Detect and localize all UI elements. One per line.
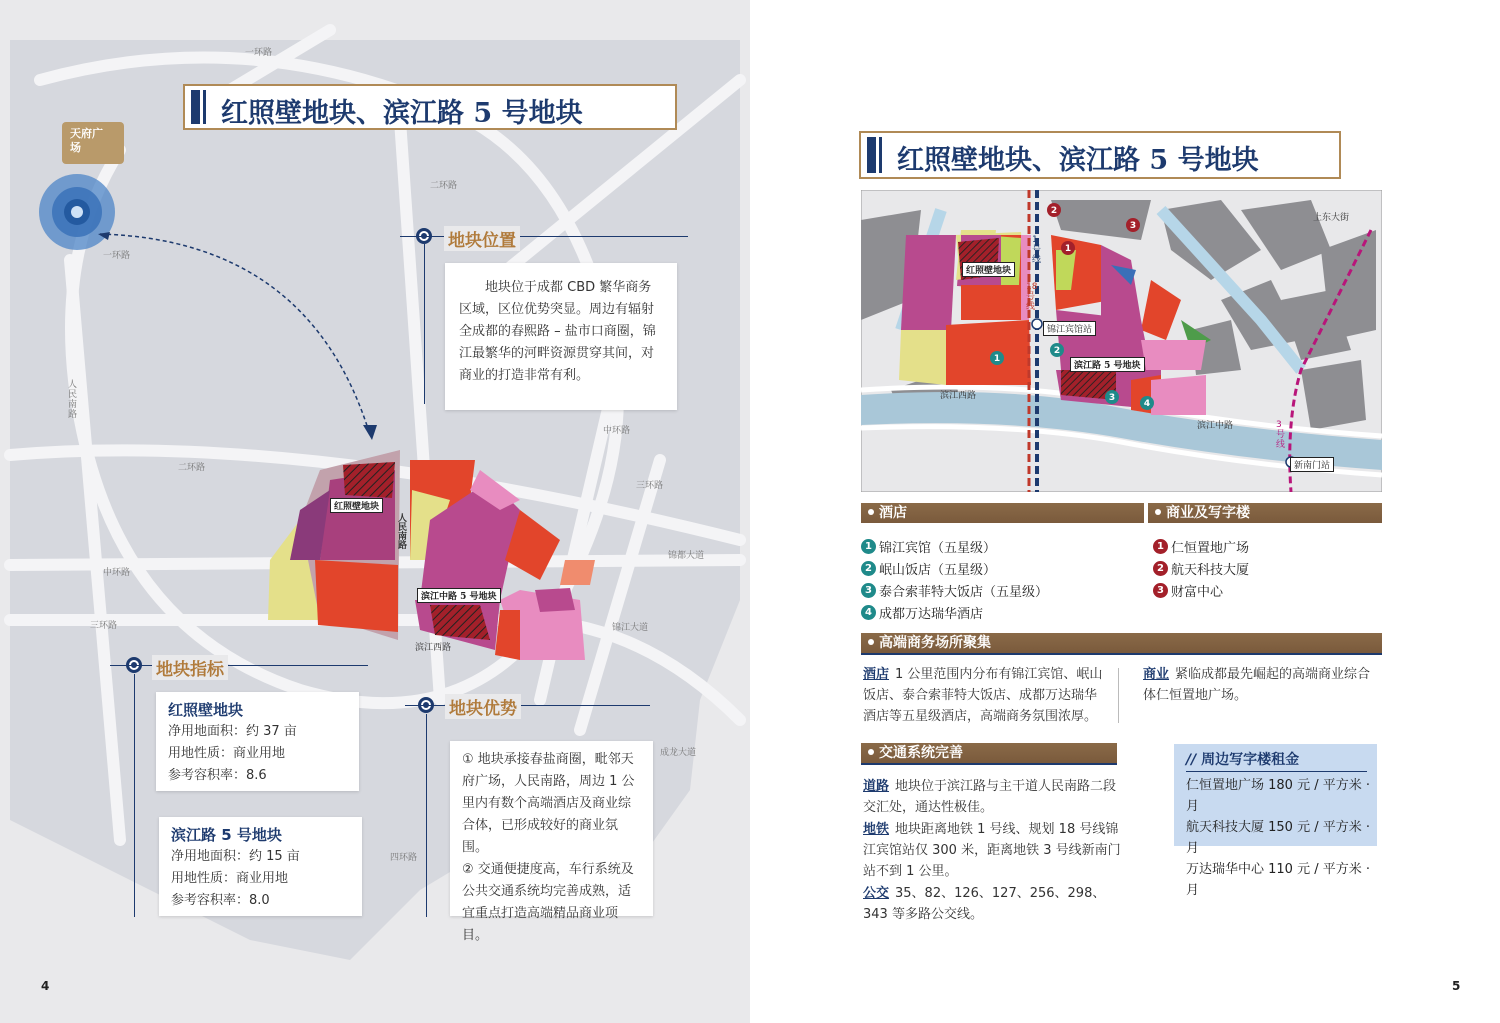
- plot-card-binjiang: [159, 817, 362, 916]
- road-label: 上东大街: [1313, 213, 1350, 223]
- svg-text:2: 2: [1053, 346, 1061, 356]
- hotel-name: 泰合索菲特大饭店（五星级）: [879, 585, 1049, 600]
- hotel-number-badge: 3: [861, 583, 876, 598]
- paragraph-text: 35、82、126、127、256、298、343 等多路公交线。: [863, 886, 1106, 922]
- hotels-heading: 酒店: [879, 505, 907, 521]
- commercial-item: [1153, 581, 1223, 600]
- road-label: 一环路: [103, 251, 131, 261]
- section-line: [424, 244, 425, 404]
- section-line: [405, 705, 650, 706]
- svg-text:3: 3: [1108, 393, 1116, 403]
- hotel-name: 岷山饭店（五星级）: [879, 563, 997, 578]
- keyword: 公交: [863, 886, 890, 901]
- jinjiang-station-label: 锦江宾馆站: [1043, 321, 1096, 336]
- metro-line-label: 3号线: [1276, 420, 1286, 450]
- svg-text:1: 1: [1064, 244, 1072, 254]
- commercial-name: 航天科技大厦: [1171, 563, 1250, 578]
- road-label: 二环路: [178, 463, 206, 473]
- commercial-item: [1153, 537, 1249, 556]
- page-number: 5: [1452, 979, 1461, 993]
- hotels-header: [861, 503, 1144, 523]
- plot-use: 用地性质：商业用地: [171, 871, 289, 886]
- hotel-item: [861, 559, 996, 578]
- commercial-item: [1153, 559, 1249, 578]
- keyword: 地铁: [863, 822, 890, 837]
- road-label: 二环路: [430, 181, 458, 191]
- paragraph-text: 1 公里范围内分布有锦江宾馆、岷山饭店、泰合索菲特大饭店、成都万达瑞华酒店等五星级酒店，高端商务氛围浓厚。: [863, 667, 1103, 724]
- title-bar-decoration: [879, 137, 882, 173]
- keyword: 道路: [863, 779, 890, 794]
- plot-use: 用地性质：商业用地: [168, 746, 286, 761]
- svg-text:4: 4: [1143, 399, 1151, 409]
- traffic-bus-paragraph: [863, 883, 1121, 925]
- road-label: 人民南路: [68, 380, 78, 420]
- location-card: [445, 263, 677, 410]
- rent-row: 万达瑞华中心 110 元 / 平方米 · 月: [1186, 862, 1370, 898]
- bullet-icon: [1155, 509, 1161, 515]
- road-label: 中环路: [603, 426, 631, 436]
- hotel-item: [861, 603, 983, 622]
- section-line: [110, 665, 368, 666]
- svg-text:1: 1: [993, 354, 1001, 364]
- business-hotel-paragraph: [863, 664, 1103, 727]
- business-commerce-paragraph: [1143, 664, 1383, 706]
- commercial-name: 财富中心: [1171, 585, 1224, 600]
- advantage-item: ② 交通便捷度高，车行系统及公共交通系统均完善成熟，适宜重点打造高端精品商业项目。: [462, 862, 634, 943]
- traffic-road-paragraph: [863, 776, 1121, 818]
- plot-area: 净用地面积：约 37 亩: [168, 724, 297, 739]
- traffic-metro-paragraph: [863, 819, 1121, 882]
- keyword: 酒店: [863, 667, 890, 682]
- advantages-heading: 地块优势: [445, 694, 521, 719]
- hotel-number-badge: 4: [861, 605, 876, 620]
- road-label: 成龙大道: [660, 748, 697, 758]
- binjiang-plot-label: 滨江路 5 号地块: [1070, 357, 1145, 372]
- road-label: 一环路: [245, 48, 273, 58]
- svg-text:3: 3: [1129, 221, 1137, 231]
- commercial-header: [1148, 503, 1382, 523]
- xinnanmen-station-label: 新南门站: [1290, 457, 1334, 472]
- plot-name: 红照壁地块: [168, 701, 244, 719]
- road-label: 四环路: [390, 853, 418, 863]
- tianfu-square-label: 天府广场: [70, 127, 103, 154]
- business-header: [861, 633, 1382, 655]
- bullet-icon: [868, 509, 874, 515]
- title-bar-decoration: [867, 137, 876, 173]
- commercial-heading: 商业及写字楼: [1166, 505, 1250, 521]
- advantage-item: ① 地块承接春盐商圈，毗邻天府广场，人民南路，周边 1 公里内有数个高端酒店及商业综合体，已形成较好的商业氛围。: [462, 752, 635, 855]
- road-label: 滨江西路: [940, 391, 977, 401]
- advantages-card: [450, 741, 653, 943]
- metro-line-label: 18号线: [1026, 282, 1038, 312]
- title-bar-decoration: [203, 90, 206, 124]
- hongzhaobi-plot-label: 红照壁地块: [962, 262, 1015, 277]
- location-heading: 地块位置: [444, 226, 520, 251]
- commercial-name: 仁恒置地广场: [1171, 541, 1250, 556]
- road-label: 锦江大道: [612, 623, 649, 633]
- binjiang-plot-label: 滨江中路 5 号地块: [417, 588, 501, 603]
- left-title-box: [183, 84, 677, 130]
- hongzhaobi-plot-label: 红照壁地块: [330, 498, 383, 513]
- commercial-number-badge: 2: [1153, 561, 1168, 576]
- commercial-number-badge: 1: [1153, 539, 1168, 554]
- hotel-item: [861, 581, 1048, 600]
- plot-far: 参考容积率：8.0: [171, 893, 270, 908]
- plot-card-hongzhaobi: [156, 692, 359, 791]
- bullet-icon: [868, 749, 874, 755]
- plot-far: 参考容积率：8.6: [168, 768, 267, 783]
- traffic-heading: 交通系统完善: [879, 745, 963, 761]
- section-line: [134, 674, 135, 917]
- hotel-item: [861, 537, 996, 556]
- road-label: 滨江中路: [1197, 421, 1234, 431]
- rent-row: 仁恒置地广场 180 元 / 平方米 · 月: [1186, 778, 1370, 814]
- rent-box: [1174, 744, 1377, 898]
- plot-area: 净用地面积：约 15 亩: [171, 849, 300, 864]
- divider: [1118, 668, 1119, 723]
- road-label: 三环路: [636, 481, 664, 491]
- traffic-header: [861, 743, 1117, 765]
- road-label: 三环路: [90, 621, 118, 631]
- hotel-name: 成都万达瑞华酒店: [879, 607, 984, 622]
- keyword: 商业: [1143, 667, 1170, 682]
- hotel-number-badge: 2: [861, 561, 876, 576]
- business-heading: 高端商务场所聚集: [879, 635, 991, 651]
- road-label: 滨江西路: [415, 643, 452, 653]
- paragraph-text: 地块位于滨江路与主干道人民南路二段交汇处，通达性极佳。: [863, 779, 1117, 815]
- paragraph-text: 地块距离地铁 1 号线、规划 18 号线锦江宾馆站仅 300 米，距离地铁 3 号线新南门站不到 1 公里。: [863, 822, 1121, 879]
- right-page-title: 红照壁地块、滨江路 5 号地块: [897, 145, 1259, 176]
- road-label: 中环路: [103, 568, 131, 578]
- svg-text:2: 2: [1050, 206, 1058, 216]
- rent-heading: [1186, 750, 1367, 772]
- left-page-title: 红照壁地块、滨江路 5 号地块: [221, 98, 583, 129]
- indicators-heading: 地块指标: [152, 655, 228, 680]
- road-label: 锦都大道: [668, 551, 705, 561]
- detail-map: [861, 190, 1382, 492]
- right-title-box: [859, 131, 1341, 179]
- bullet-icon: [868, 639, 874, 645]
- commercial-number-badge: 3: [1153, 583, 1168, 598]
- page-number: 4: [41, 979, 50, 993]
- double-slash-icon: //: [1186, 752, 1197, 768]
- right-page: [750, 0, 1500, 1023]
- title-bar-decoration: [191, 90, 200, 124]
- hotel-name: 锦江宾馆（五星级）: [879, 541, 997, 556]
- paragraph-text: 紧临成都最先崛起的高端商业综合体仁恒置地广场。: [1143, 667, 1371, 703]
- section-line: [426, 714, 427, 917]
- rent-row: 航天科技大厦 150 元 / 平方米 · 月: [1186, 820, 1370, 856]
- metro-line-label: 1号线: [1032, 235, 1042, 265]
- plot-name: 滨江路 5 号地块: [171, 826, 282, 844]
- hotel-number-badge: 1: [861, 539, 876, 554]
- road-label: 人民南路: [398, 514, 408, 551]
- rent-heading-text: 周边写字楼租金: [1201, 752, 1300, 768]
- location-text: 地块位于成都 CBD 繁华商务区域，区位优势突显。周边有辐射全成都的春熙路 – 盐市口商圈，锦江最繁华的河畔资源贯穿其间，对商业的打造非常有利。: [459, 280, 656, 383]
